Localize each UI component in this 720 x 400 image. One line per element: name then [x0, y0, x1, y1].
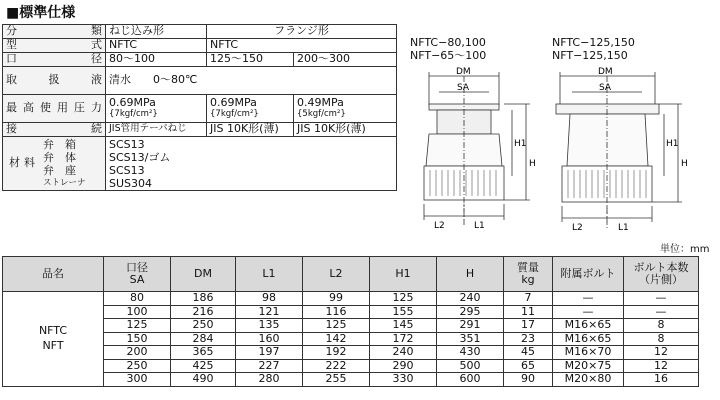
table-cell: 330 [370, 373, 437, 387]
section-heading: ■標準仕様 [6, 5, 76, 21]
table-cell: 351 [437, 332, 504, 346]
right-h-label: H [681, 159, 688, 169]
spec-row-material [3, 137, 397, 191]
table-cell: 284 [171, 332, 236, 346]
right-h1-label: H1 [666, 139, 679, 149]
label-category: 分 類 [3, 25, 106, 39]
table-cell: 8 [624, 332, 699, 346]
material-label-cell [3, 137, 106, 191]
model-screw: NFTC [106, 39, 207, 53]
right-drawing-title-2: NFT−125,150 [552, 49, 628, 63]
pressure-1-sub: {7kgf/cm²} [109, 108, 158, 119]
left-l1-label: L1 [474, 221, 485, 231]
pressure-2-value: 0.69MPa [210, 96, 257, 110]
table-cell: 291 [437, 319, 504, 333]
pressure-3 [294, 95, 397, 123]
spec-row-model [3, 39, 397, 53]
header-dm: DM [171, 257, 236, 292]
material-values [106, 137, 397, 191]
label-fluid: 取 扱 液 [3, 67, 106, 95]
table-cell: 125 [303, 319, 370, 333]
table-cell: 16 [624, 373, 699, 387]
connection-3: JIS 10K形(薄) [294, 123, 397, 137]
material-value-3: SUS304 [109, 176, 153, 190]
pressure-2-sub: {7kgf/cm²} [210, 108, 259, 119]
table-cell: 250 [171, 319, 236, 333]
pressure-1 [106, 95, 207, 123]
table-cell: — [553, 292, 624, 306]
table-cell: 160 [236, 332, 303, 346]
left-drawing-title [410, 36, 486, 62]
table-cell: M16×70 [553, 346, 624, 360]
header-l1: L1 [236, 257, 303, 292]
dim-body [3, 292, 699, 387]
table-cell: 116 [303, 305, 370, 319]
pressure-2 [207, 95, 294, 123]
spec-row-fluid [3, 67, 397, 95]
table-cell: 17 [504, 319, 553, 333]
table-cell: 23 [504, 332, 553, 346]
table-cell: 240 [370, 346, 437, 360]
table-cell: 200 [104, 346, 171, 360]
table-cell: 490 [171, 373, 236, 387]
material-part-3: ストレーナ [43, 177, 86, 188]
header-l2: L2 [303, 257, 370, 292]
right-valve-drawing [540, 66, 710, 236]
table-cell: 186 [171, 292, 236, 306]
label-pressure: 最高使用圧力 [3, 95, 106, 123]
header-sa: 口径 SA [104, 257, 171, 292]
material-part-2: 弁 座 [43, 163, 76, 177]
connection-2: JIS 10K形(薄) [207, 123, 294, 137]
left-h-label: H [529, 159, 536, 169]
material-part-0: 弁 箱 [43, 137, 76, 151]
table-cell: 425 [171, 359, 236, 373]
table-cell: 255 [303, 373, 370, 387]
pressure-1-value: 0.69MPa [109, 96, 156, 110]
product-name-cell: NFTC NFT [3, 292, 104, 387]
label-connection: 接 続 [3, 123, 106, 137]
table-row [3, 373, 699, 387]
table-cell: 80 [104, 292, 171, 306]
table-cell: 125 [370, 292, 437, 306]
table-cell: M20×80 [553, 373, 624, 387]
table-cell: 11 [504, 305, 553, 319]
table-cell: 222 [303, 359, 370, 373]
table-cell: 300 [104, 373, 171, 387]
left-h1-label: H1 [514, 139, 527, 149]
dimension-table [2, 256, 699, 387]
table-cell: 99 [303, 292, 370, 306]
material-value-0: SCS13 [109, 137, 145, 151]
table-cell: M16×65 [553, 319, 624, 333]
left-valve-drawing [404, 66, 554, 236]
pressure-3-sub: {5kgf/cm²} [297, 108, 346, 119]
table-cell: 250 [104, 359, 171, 373]
flange-type-header: フランジ形 [207, 25, 397, 39]
model-flange: NFTC [207, 39, 397, 53]
pressure-3-value: 0.49MPa [297, 96, 344, 110]
right-sa-label: SA [599, 83, 612, 93]
bore-1: 80～100 [106, 53, 207, 67]
header-bolt-count: ボルト本数 （片側） [624, 257, 699, 292]
table-cell: 121 [236, 305, 303, 319]
table-cell: 98 [236, 292, 303, 306]
bore-3: 200～300 [294, 53, 397, 67]
table-cell: — [553, 305, 624, 319]
table-cell: 150 [104, 332, 171, 346]
left-drawing-title-1: NFTC−80,100 [410, 36, 486, 49]
unit-note: 単位：mm [660, 244, 710, 255]
table-cell: 45 [504, 346, 553, 360]
table-cell: 135 [236, 319, 303, 333]
table-cell: 240 [437, 292, 504, 306]
spec-row-category [3, 25, 397, 39]
table-cell: 12 [624, 346, 699, 360]
table-cell: — [624, 292, 699, 306]
right-drawing-title [552, 36, 635, 62]
connection-1: JIS管用テーパねじ [106, 123, 207, 137]
label-model: 型 式 [3, 39, 106, 53]
table-cell: 192 [303, 346, 370, 360]
table-cell: 100 [104, 305, 171, 319]
dim-header-row [3, 257, 699, 292]
screw-type-header: ねじ込み形 [106, 25, 207, 39]
table-cell: 145 [370, 319, 437, 333]
table-cell: 280 [236, 373, 303, 387]
material-label-wrap [3, 138, 43, 190]
table-row [3, 319, 699, 333]
table-cell: 216 [171, 305, 236, 319]
table-row [3, 305, 699, 319]
table-cell: 142 [303, 332, 370, 346]
table-row [3, 292, 699, 306]
right-dm-label: DM [598, 67, 613, 77]
table-cell: 172 [370, 332, 437, 346]
table-row [3, 359, 699, 373]
table-cell: 500 [437, 359, 504, 373]
right-l2-label: L2 [572, 223, 583, 233]
table-cell: 125 [104, 319, 171, 333]
header-bolt: 附属ボルト [553, 257, 624, 292]
table-cell: M20×75 [553, 359, 624, 373]
table-cell: 90 [504, 373, 553, 387]
table-row [3, 332, 699, 346]
bore-2: 125～150 [207, 53, 294, 67]
right-l1-label: L1 [618, 223, 629, 233]
table-cell: M16×65 [553, 332, 624, 346]
left-l2-label: L2 [434, 221, 445, 231]
fluid-value: 清水 0～80℃ [106, 67, 397, 95]
label-material: 材料 [9, 156, 39, 170]
table-cell: 600 [437, 373, 504, 387]
header-h: H [437, 257, 504, 292]
spec-row-bore [3, 53, 397, 67]
table-row [3, 346, 699, 360]
spec-row-pressure [3, 95, 397, 123]
table-cell: — [624, 305, 699, 319]
header-mass: 質量 kg [504, 257, 553, 292]
label-bore: 口 径 [3, 53, 106, 67]
table-cell: 12 [624, 359, 699, 373]
table-cell: 290 [370, 359, 437, 373]
table-cell: 295 [437, 305, 504, 319]
right-drawing-title-1: NFTC−125,150 [552, 36, 635, 49]
table-cell: 155 [370, 305, 437, 319]
material-part-1: 弁 体 [43, 150, 76, 164]
left-drawing-title-2: NFT−65～100 [410, 49, 487, 63]
material-value-2: SCS13 [109, 163, 145, 177]
table-cell: 227 [236, 359, 303, 373]
table-cell: 430 [437, 346, 504, 360]
table-cell: 365 [171, 346, 236, 360]
table-cell: 197 [236, 346, 303, 360]
spec-table [2, 24, 397, 191]
header-product: 品名 [3, 257, 104, 292]
left-dm-label: DM [456, 67, 471, 77]
material-value-1: SCS13/ゴム [109, 150, 171, 164]
table-cell: 8 [624, 319, 699, 333]
table-cell: 65 [504, 359, 553, 373]
spec-row-connection [3, 123, 397, 137]
left-sa-label: SA [457, 83, 470, 93]
header-h1: H1 [370, 257, 437, 292]
table-cell: 7 [504, 292, 553, 306]
